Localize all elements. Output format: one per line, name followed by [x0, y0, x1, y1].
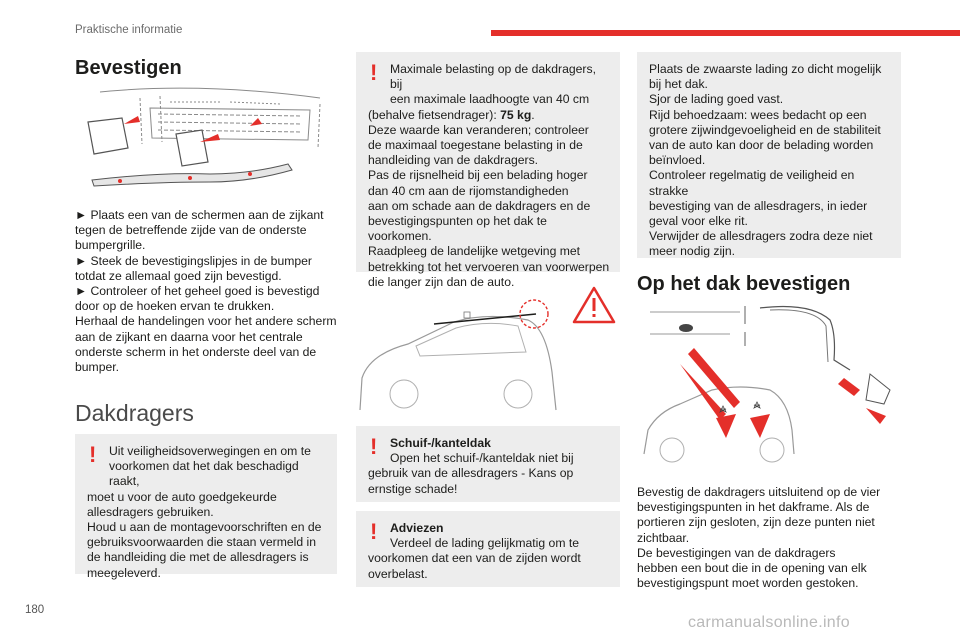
bumper-screens-illustration: [80, 84, 330, 196]
warning-box-max-load: [356, 52, 620, 289]
heading-dakdragers: Dakdragers: [75, 400, 194, 426]
roof-mounting-points-illustration: [640, 304, 900, 472]
warning-text: .: [531, 107, 535, 122]
warning-line: aan om schade aan de dakdragers en de: [368, 198, 591, 213]
tip-line: Plaats de zwaarste lading zo dicht mogelijk: [649, 62, 882, 76]
step-line: ► Steek de bevestigingslipjes in de bumper: [75, 253, 312, 268]
warning-text: (behalve fietsendrager):: [368, 107, 501, 122]
warning-line: overbelast.: [368, 566, 428, 581]
warning-line: die langer zijn dan de auto.: [368, 274, 515, 289]
step-line: aan de zijkant en daarna voor het centrale: [75, 329, 303, 344]
exclamation-icon: !: [370, 519, 378, 544]
tip-line: bevestiging van de allesdragers, in ieder: [649, 198, 868, 213]
tip-line: Sjor de lading goed vast.: [649, 92, 784, 107]
warning-line: handleiding van de dakdragers.: [368, 153, 539, 168]
advice-title: Adviezen: [390, 521, 444, 535]
tip-line: Controleer regelmatig de veiligheid en strakke: [649, 168, 855, 198]
page-number: 180: [25, 604, 45, 616]
roof-mount-line: portieren zijn gesloten, zijn deze punten niet: [637, 515, 875, 530]
warning-line: Deze waarde kan veranderen; controleer: [368, 122, 589, 137]
roof-mount-line: bevestigingspunt moet worden gestoken.: [637, 576, 859, 591]
exclamation-icon: !: [89, 442, 97, 467]
roof-mount-line: De bevestigingen van de dakdragers: [637, 545, 836, 560]
warning-line: [368, 108, 610, 123]
warning-line: voorkomen dat een van de zijden wordt: [368, 551, 581, 566]
warning-line: moet u voor de auto goedgekeurde: [87, 489, 277, 504]
roof-mount-line: hebben een bout die in de opening van elk: [637, 561, 867, 576]
step-line: tegen de betreffende zijde van de onderste: [75, 223, 307, 238]
warning-line: bevestigingspunten op het dak te voorkomen.: [368, 214, 547, 244]
warning-line: gebruiksvoorwaarden die staan vermeld in: [87, 535, 316, 550]
step-line: onderste scherm in het onderste deel van de: [75, 344, 317, 359]
warning-line: Maximale belasting op de dakdragers, bij: [390, 62, 596, 92]
roof-mount-line: bevestigingspunten in het dakframe. Als de: [637, 500, 870, 515]
warning-line: Houd u aan de montagevoorschriften en de: [87, 520, 322, 535]
exclamation-icon: !: [370, 434, 378, 459]
heading-bevestigen: Bevestigen: [75, 57, 182, 79]
tip-line: meer nodig zijn.: [649, 244, 736, 259]
step-line: ► Plaats een van de schermen aan de zijkant: [75, 208, 324, 222]
warning-line: Verdeel de lading gelijkmatig om te: [390, 536, 580, 551]
step-line: ► Controleer of het geheel goed is bevestigd: [75, 284, 320, 299]
header-accent-bar: [491, 30, 960, 36]
tip-line: Verwijder de allesdragers zodra deze niet: [649, 229, 873, 244]
car-roof-height-illustration: [356, 282, 620, 416]
warning-line: ernstige schade!: [368, 481, 458, 496]
running-header: Praktische informatie: [75, 24, 183, 36]
roof-mount-line: Bevestig de dakdragers uitsluitend op de vier: [637, 485, 881, 499]
exclamation-icon: !: [370, 60, 378, 85]
step-line: bumper.: [75, 360, 120, 375]
warning-line: Pas de rijsnelheid bij een belading hoger: [368, 168, 588, 183]
max-load-value: 75 kg: [500, 107, 532, 122]
sunroof-title: Schuif-/kanteldak: [390, 436, 491, 450]
roof-mount-text: [637, 485, 907, 591]
warning-line: dan 40 cm aan de rijomstandigheden: [368, 183, 569, 198]
bevestigen-steps: [75, 208, 345, 375]
warning-box-sunroof: [356, 426, 620, 502]
warning-line: de maximaal toegestane belasting in de: [368, 138, 583, 153]
warning-line: voorkomen dat het dak beschadigd raakt,: [109, 459, 299, 489]
tip-line: van de auto kan door de belading worden: [649, 138, 874, 153]
warning-line: betrekking tot het vervoeren van voorwerpen: [368, 259, 610, 274]
tip-line: bij het dak.: [649, 77, 708, 92]
step-line: bumpergrille.: [75, 238, 146, 253]
info-box-load-tips: [637, 52, 901, 258]
warning-line: een maximale laadhoogte van 40 cm: [390, 92, 590, 107]
warning-line: de handleiding die met de allesdragers is: [87, 550, 309, 565]
roof-mount-line: zichtbaar.: [637, 530, 690, 545]
warning-line: Open het schuif-/kanteldak niet bij: [390, 451, 574, 466]
step-line: totdat ze allemaal goed zijn bevestigd.: [75, 268, 282, 283]
warning-line: meegeleverd.: [87, 565, 161, 580]
tip-line: geval voor elke rit.: [649, 214, 748, 229]
warning-box-dakdragers: [75, 434, 337, 580]
step-line: door op de hoeken ervan te drukken.: [75, 299, 275, 314]
tip-line: grotere zijwindgevoeligheid en de stabiliteit: [649, 122, 881, 137]
warning-box-advice: [356, 511, 620, 587]
warning-line: allesdragers gebruiken.: [87, 504, 214, 519]
warning-line: Raadpleeg de landelijke wetgeving met: [368, 244, 581, 259]
step-line: Herhaal de handelingen voor het andere scherm: [75, 314, 337, 329]
watermark-text: carmanualsonline.info: [688, 614, 850, 631]
warning-line: Uit veiligheidsoverwegingen en om te: [109, 444, 311, 458]
tip-line: beïnvloed.: [649, 153, 706, 168]
heading-op-het-dak: Op het dak bevestigen: [637, 273, 851, 295]
warning-line: gebruik van de allesdragers - Kans op: [368, 466, 574, 481]
tip-line: Rijd behoedzaam: wees bedacht op een: [649, 107, 867, 122]
